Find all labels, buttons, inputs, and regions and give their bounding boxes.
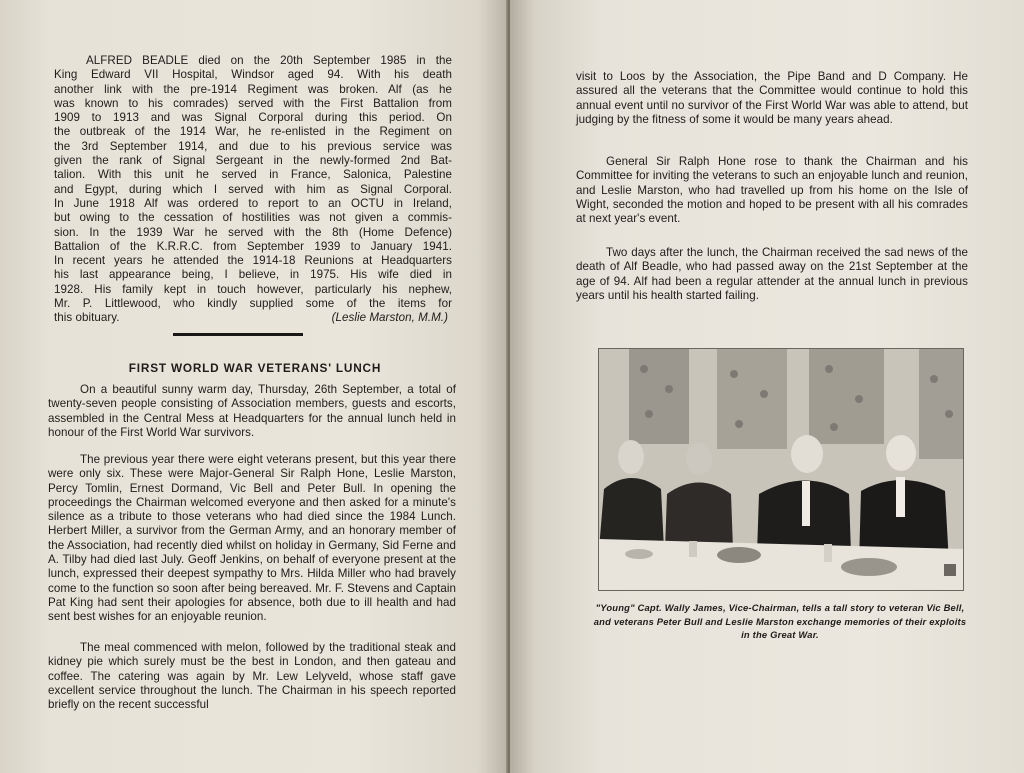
obituary-line: Mr. P. Littlewood, who kindly supplied some of the items for: [54, 297, 452, 311]
hone-thanks-paragraph: General Sir Ralph Hone rose to thank the Chairman and his Committee for inviting the veterans to such an enjoyable lunch and reunion, and Leslie Marston, who had travelled up from his home on the Isle of Wight, seconded the motion and hoped to be present with all his comrades at next year's event.: [576, 155, 968, 226]
obituary-line: Battalion of the K.R.R.C. from September 1939 to January 1941.: [54, 239, 452, 253]
obituary-line: given the rank of Signal Sergeant in the newly-formed 2nd Bat-: [54, 154, 452, 168]
obituary-line: talion. With this unit he served in France, Salonica, Palestine: [54, 168, 452, 182]
section-divider: [173, 333, 303, 336]
obituary-alfred-beadle: [54, 54, 452, 326]
lunch-paragraph-2: The previous year there were eight veterans present, but this year there were only six. These were Major-General Sir Ralph Hone, Leslie Marston, Percy Tomlin, Ernest Dormand, Vic Bell and Peter Bull. In opening the proceedings the Chairman welcomed everyone and then asked for a minute's silence as a tribute to those veterans who had died since the 1984 Lunch. Herbert Miller, a survivor from the German Army, and an honorary member of the Association, had recently died whilst on holiday in Germany, Sid Ferne and A. Tilby had died last July. Geoff Jenkins, on behalf of everyone present at the lunch, expressed their deepest sympathy to Mrs. Hilda Miller who had bravely come to the function so soon after being bereaved. Mr. F. Stevens and Captain Pat King had sent their apologies for absence, both due to ill health and had sent best wishes for an enjoyable reunion.: [48, 453, 456, 624]
continued-paragraph: visit to Loos by the Association, the Pipe Band and D Company. He assured all the veterans that the Committee would continue to hold this annual event until no survivor of the First World War was able to attend, but judging by the fitness of some it would be many years ahead.: [576, 70, 968, 126]
obituary-line: another link with the pre-1914 Regiment was broken. Alf (as he: [54, 82, 452, 96]
obituary-lines: [54, 54, 452, 311]
photo-caption: "Young" Capt. Wally James, Vice-Chairman, tells a tall story to veteran Vic Bell, and veterans Peter Bull and Leslie Marston exchange memories of their exploits in the Great War.: [593, 602, 967, 640]
obituary-line: 1909 to 1913 and was Signal Corporal during this period. On: [54, 111, 452, 125]
obituary-line: sion. In the 1939 War he served with the 8th (Home Defence): [54, 225, 452, 239]
lunch-paragraph-1: On a beautiful sunny warm day, Thursday, 26th September, a total of twenty-seven people consisting of Association members, guests and escorts, assembled in the Central Mess at Headquarters for the annual lunch held in honour of the First World War survivors.: [48, 383, 456, 439]
left-page: [0, 0, 508, 773]
obituary-last-line: this obituary. (Leslie Marston, M.M.): [54, 311, 452, 325]
obituary-line: and Egypt, during which I served with him as Signal Corporal.: [54, 182, 452, 196]
obituary-line: but owing to the cessation of hostilities was not given a commis-: [54, 211, 452, 225]
obituary-line: the outbreak of the 1914 War, he re-enlisted in the Regiment on: [54, 125, 452, 139]
obituary-line: In recent years he attended the 1914-18 Reunions at Headquarters: [54, 254, 452, 268]
obituary-line: the 3rd September 1914, and due to his previous service was: [54, 139, 452, 153]
veterans-lunch-photo: [598, 348, 964, 591]
obituary-line: 1928. His family kept in touch however, particularly his nephew,: [54, 282, 452, 296]
obituary-line: was known to his comrades) served with the First Battalion from: [54, 96, 452, 110]
obituary-line: King Edward VII Hospital, Windsor aged 94. With his death: [54, 68, 452, 82]
obituary-line: In June 1918 Alf was ordered to report to an OCTU in Ireland,: [54, 196, 452, 210]
lunch-paragraph-3: The meal commenced with melon, followed by the traditional steak and kidney pie which surely must be the best in London, and then gateau and coffee. The catering was again by Mr. Lew Lelyveld, whose staff gave excellent service throughout the lunch. The Chairman in his speech reported briefly on the recent successful: [48, 641, 456, 712]
beadle-death-paragraph: Two days after the lunch, the Chairman received the sad news of the death of Alf Beadle, who had passed away on the 21st September at the age of 94. Alf had been a regular attender at the annual lunch in previous years until his health started failing.: [576, 246, 968, 302]
obituary-line: ALFRED BEADLE died on the 20th September 1985 in the: [86, 54, 452, 67]
obituary-signature: (Leslie Marston, M.M.): [331, 311, 448, 325]
obituary-line: his last appearance being, I believe, in 1975. His wife died in: [54, 268, 452, 282]
lunch-heading: FIRST WORLD WAR VETERANS' LUNCH: [128, 361, 382, 375]
photo-illustration: [599, 349, 963, 590]
right-page: [510, 0, 1024, 773]
